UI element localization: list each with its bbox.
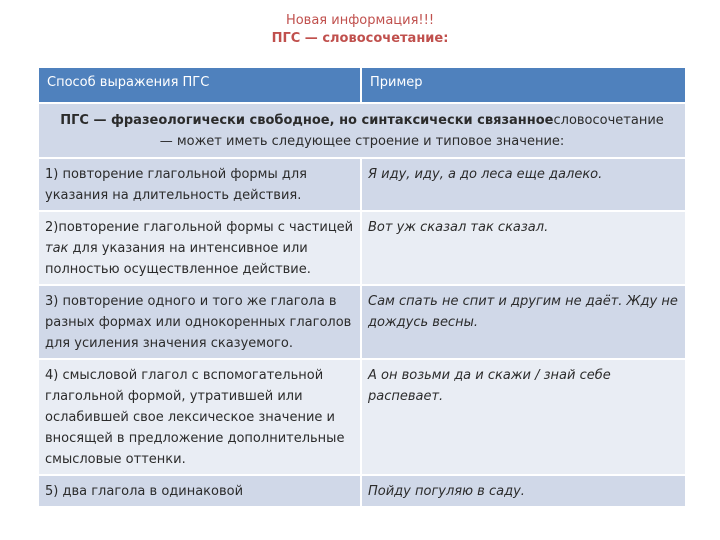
table-header-row [38, 67, 686, 103]
pgs-table [37, 66, 687, 508]
method-cell: 4) смысловой глагол с вспомогательной глагольной формой, утратившей или ослабившей свое лексическое значение и вносящей в предложение дополнительные смысловые оттенки. [38, 359, 361, 475]
table-row [38, 475, 686, 507]
table-row [38, 211, 686, 285]
slide-header [0, 12, 720, 48]
intro-cell [38, 103, 686, 158]
method-cell: 1) повторение глагольной формы для указания на длительность действия. [38, 158, 361, 211]
method-cell [38, 211, 361, 285]
intro-text: словосочетание — может иметь следующее строение и типовое значение: [159, 113, 664, 149]
new-info-note: Новая информация!!! [285, 13, 435, 28]
example-cell: Вот уж сказал так сказал. [361, 211, 686, 285]
example-cell: Сам спать не спит и другим не даёт. Жду не дождусь весны. [361, 285, 686, 359]
table-row [38, 285, 686, 359]
table-row [38, 359, 686, 475]
slide-title: ПГС — словосочетание: [271, 31, 449, 46]
method-text: 2)повторение глагольной формы с частицей [45, 220, 354, 235]
column-header-method: Способ выражения ПГС [38, 67, 361, 103]
intro-row [38, 103, 686, 158]
table-row [38, 158, 686, 211]
example-cell: Пойду погуляю в саду. [361, 475, 686, 507]
method-text: для указания на интенсивное или полностью осуществленное действие. [45, 241, 311, 277]
method-cell: 3) повторение одного и того же глагола в разных формах или однокоренных глаголов для усиления значения сказуемого. [38, 285, 361, 359]
method-cell: 5) два глагола в одинаковой [38, 475, 361, 507]
example-cell: Я иду, иду, а до леса еще далеко. [361, 158, 686, 211]
method-particle: так [45, 241, 69, 256]
example-cell: А он возьми да и скажи / знай себе распевает. [361, 359, 686, 475]
column-header-example: Пример [361, 67, 686, 103]
intro-bold-text: ПГС — фразеологически свободное, но синтаксически связанное [60, 113, 554, 128]
